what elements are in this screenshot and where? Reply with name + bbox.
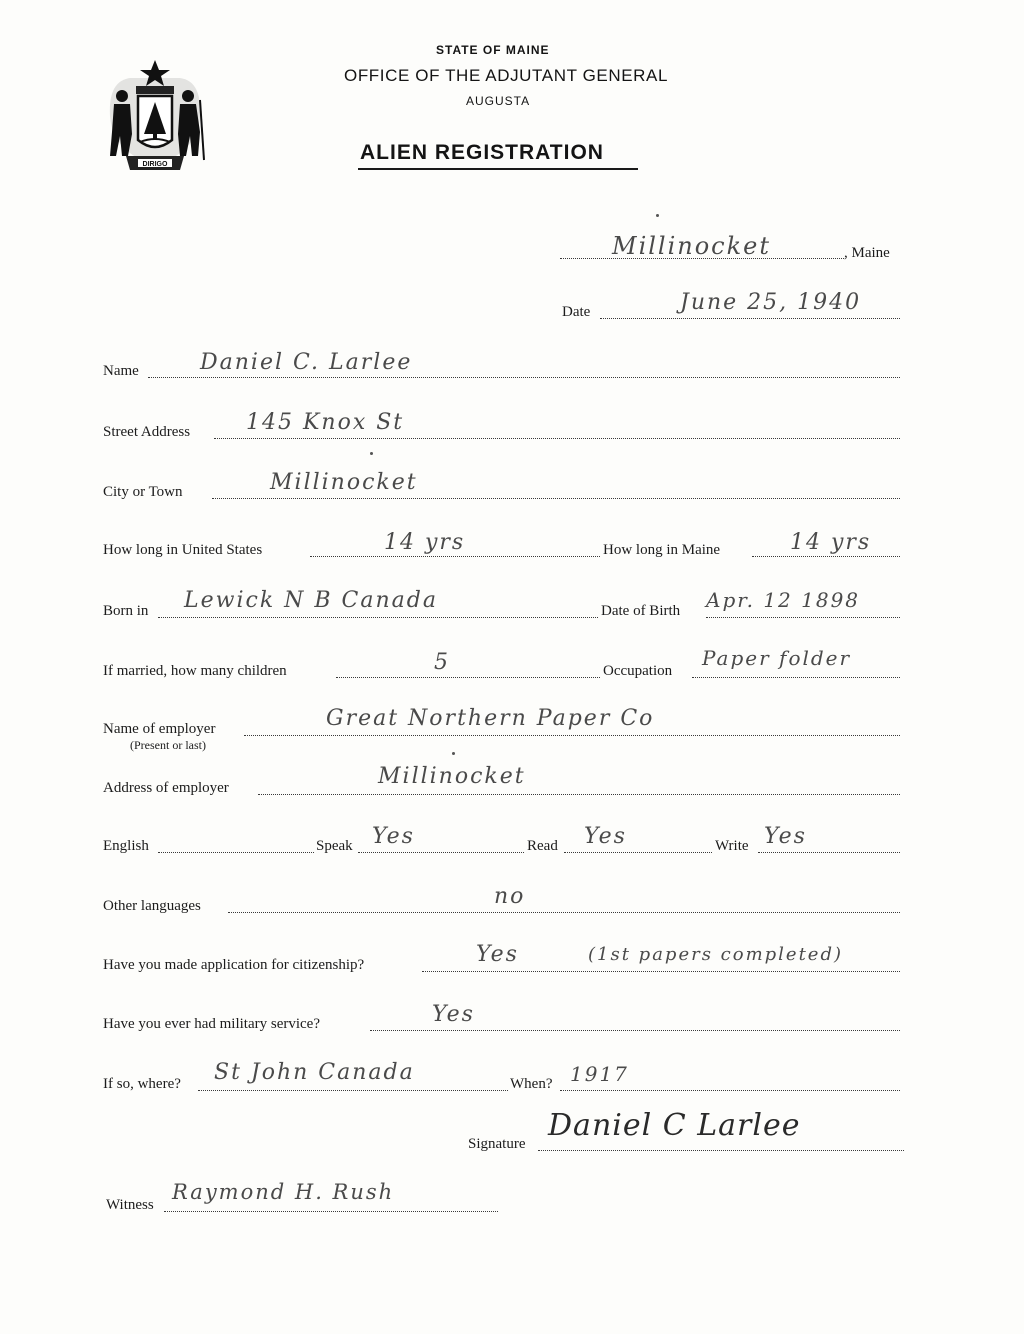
speak-line xyxy=(358,852,524,853)
witness-line xyxy=(164,1211,498,1212)
citizenship-label: Have you made application for citizenship? xyxy=(103,957,365,973)
scan-speck xyxy=(370,452,373,455)
children-line xyxy=(336,677,600,678)
birth-date-line xyxy=(706,617,900,618)
city-line xyxy=(212,498,900,499)
street-line xyxy=(214,438,900,439)
other-languages-label: Other languages xyxy=(103,898,201,914)
occupation-label: Occupation xyxy=(603,663,673,679)
military-value: Yes xyxy=(432,1002,475,1027)
employer-address-line xyxy=(258,794,900,795)
employer-address-label: Address of employer xyxy=(103,780,229,796)
other-languages-value: no xyxy=(494,884,526,909)
citizenship-note: (1st papers completed) xyxy=(588,944,844,965)
signature-label: Signature xyxy=(468,1136,526,1152)
read-label: Read xyxy=(527,838,558,854)
maine-duration-label: How long in Maine xyxy=(603,542,721,558)
place-suffix: , Maine xyxy=(844,245,890,261)
maine-duration-value: 14 yrs xyxy=(790,530,872,555)
military-label: Have you ever had military service? xyxy=(103,1016,320,1032)
birth-date-label: Date of Birth xyxy=(601,603,681,619)
header-city: AUGUSTA xyxy=(466,94,531,108)
birth-date-value: Apr. 12 1898 xyxy=(706,588,861,612)
born-in-line xyxy=(158,617,598,618)
occupation-line xyxy=(692,677,900,678)
military-when-line xyxy=(560,1090,900,1091)
name-label: Name xyxy=(103,363,139,379)
english-line xyxy=(158,852,314,853)
street-label: Street Address xyxy=(103,424,191,440)
signature-value: Daniel C Larlee xyxy=(548,1108,801,1143)
city-label: City or Town xyxy=(103,484,183,500)
employer-value: Great Northern Paper Co xyxy=(326,706,655,731)
name-line xyxy=(148,377,900,378)
city-value: Millinocket xyxy=(270,470,418,495)
name-value: Daniel C. Larlee xyxy=(200,350,413,375)
us-duration-line xyxy=(310,556,600,557)
write-label: Write xyxy=(715,838,749,854)
children-label: If married, how many children xyxy=(103,663,287,679)
born-in-value: Lewick N B Canada xyxy=(184,588,438,613)
maine-duration-line xyxy=(752,556,900,557)
header-state: STATE OF MAINE xyxy=(436,43,550,57)
english-label: English xyxy=(103,838,149,854)
scan-speck xyxy=(452,752,455,755)
military-where-label: If so, where? xyxy=(103,1076,181,1092)
street-value: 145 Knox St xyxy=(246,410,405,435)
witness-value: Raymond H. Rush xyxy=(172,1180,395,1204)
write-line xyxy=(758,852,900,853)
military-line xyxy=(370,1030,900,1031)
header-office: OFFICE OF THE ADJUTANT GENERAL xyxy=(344,66,669,85)
military-where-line xyxy=(198,1090,508,1091)
us-duration-label: How long in United States xyxy=(103,542,263,558)
speak-label: Speak xyxy=(316,838,353,854)
citizenship-line xyxy=(422,971,900,972)
employer-label: Name of employer xyxy=(103,721,216,737)
children-value: 5 xyxy=(434,650,450,675)
date-line xyxy=(600,318,900,319)
employer-sublabel: (Present or last) xyxy=(130,738,206,752)
military-where-value: St John Canada xyxy=(214,1060,415,1085)
place-value: Millinocket xyxy=(612,232,772,260)
citizenship-value: Yes xyxy=(476,942,519,967)
witness-label: Witness xyxy=(106,1197,154,1213)
employer-line xyxy=(244,735,900,736)
form-title: ALIEN REGISTRATION xyxy=(360,141,604,164)
military-when-value: 1917 xyxy=(570,1062,629,1086)
date-label: Date xyxy=(562,304,591,320)
date-value: June 25, 1940 xyxy=(680,290,862,315)
employer-address-value: Millinocket xyxy=(378,764,526,789)
us-duration-value: 14 yrs xyxy=(384,530,466,555)
speak-value: Yes xyxy=(372,824,415,849)
occupation-value: Paper folder xyxy=(702,646,852,670)
military-when-label: When? xyxy=(510,1076,553,1092)
maine-state-seal-icon xyxy=(100,56,210,176)
seal-motto: DIRIGO xyxy=(142,161,168,168)
signature-line xyxy=(538,1150,904,1151)
read-value: Yes xyxy=(584,824,627,849)
read-line xyxy=(564,852,712,853)
write-value: Yes xyxy=(764,824,807,849)
born-in-label: Born in xyxy=(103,603,149,619)
scan-speck xyxy=(656,214,659,217)
other-languages-line xyxy=(228,912,900,913)
title-underline xyxy=(358,168,638,170)
